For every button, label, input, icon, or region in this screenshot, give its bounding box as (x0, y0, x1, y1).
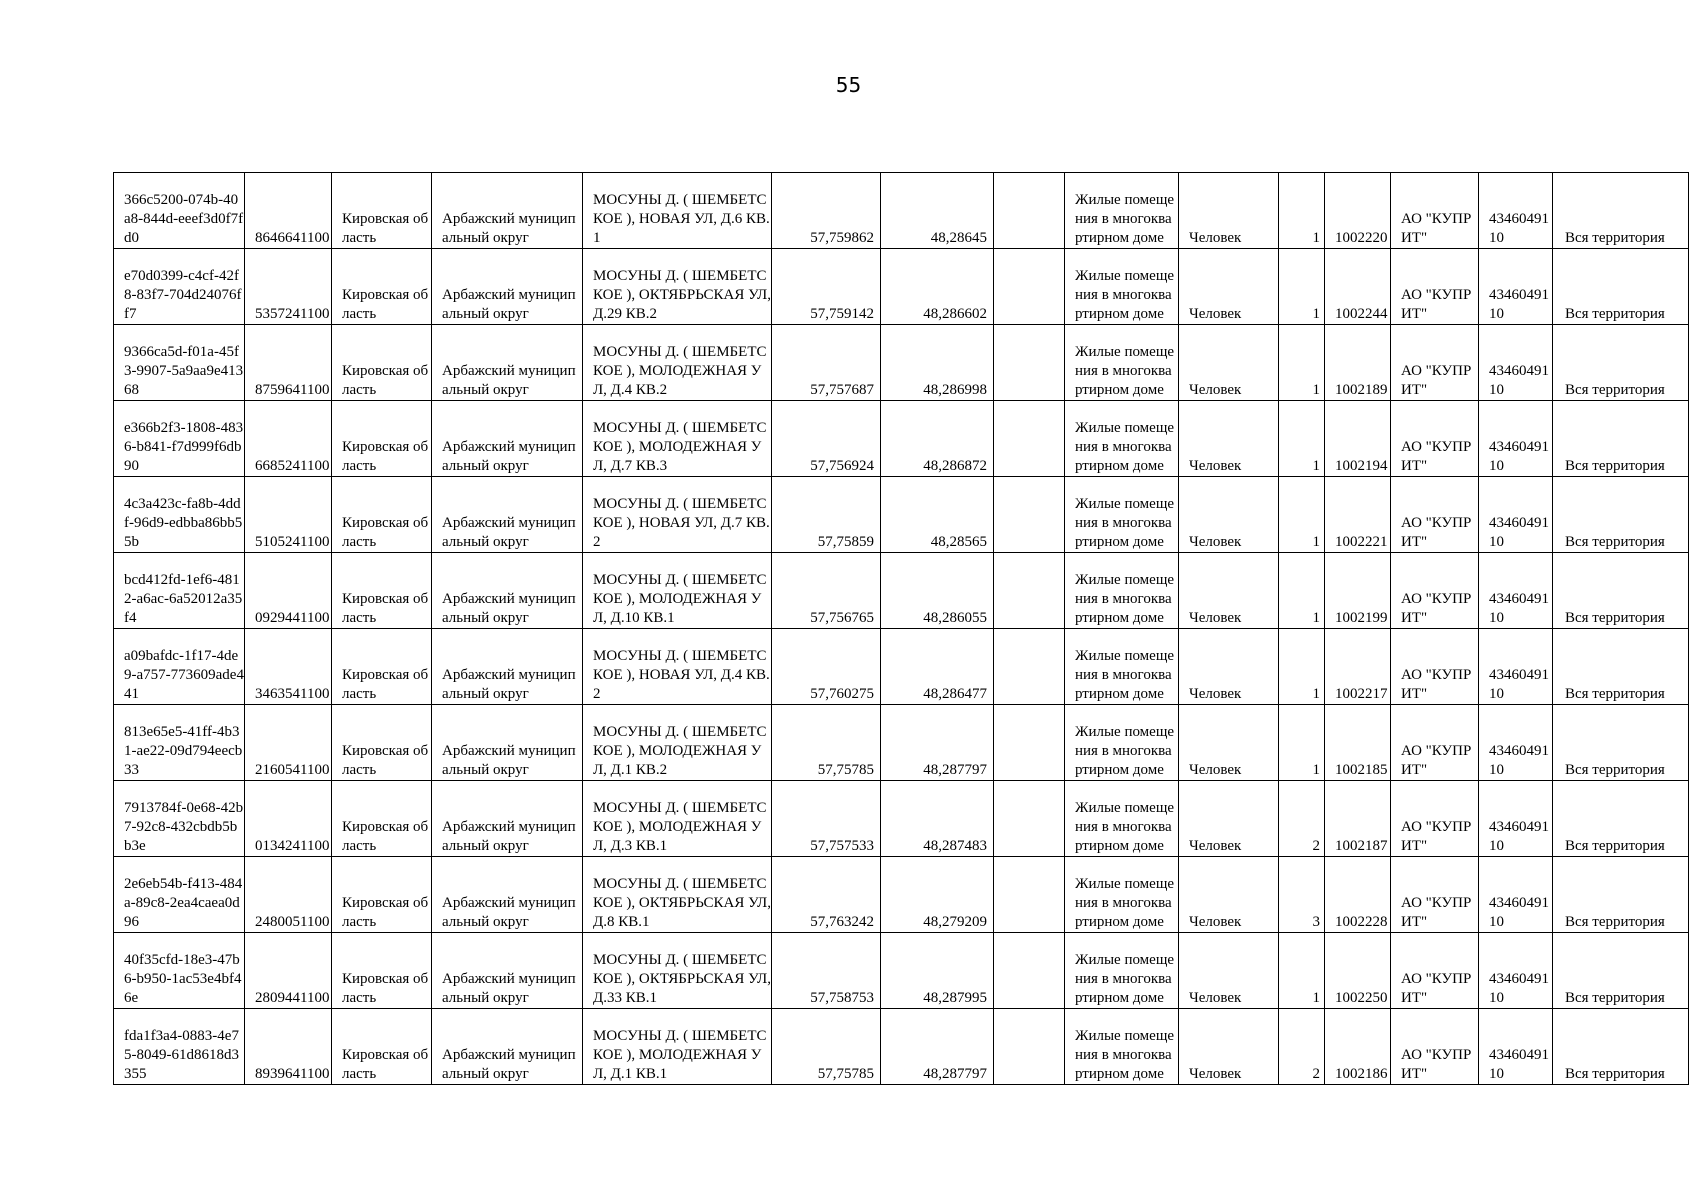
empty-cell (994, 705, 1065, 781)
quantity-cell: 1 (1279, 173, 1325, 249)
empty-cell (994, 477, 1065, 553)
district-cell: Арбажский муниципальный округ (432, 477, 583, 553)
empty-cell (994, 401, 1065, 477)
code-cell: 2480051100 (245, 857, 332, 933)
longitude-cell: 48,287797 (881, 705, 994, 781)
premises-type-cell: Жилые помещения в многоквартирном доме (1065, 173, 1179, 249)
territory-cell: Вся территория (1553, 173, 1689, 249)
address-cell: МОСУНЫ Д. ( ШЕМБЕТСКОЕ ), ОКТЯБРЬСКАЯ УЛ, Д.8 КВ.1 (583, 857, 772, 933)
inn-cell: 4346049110 (1479, 857, 1553, 933)
district-cell: Арбажский муниципальный округ (432, 553, 583, 629)
number-cell: 1002220 (1325, 173, 1391, 249)
organization-cell: АО "КУПРИТ" (1391, 629, 1479, 705)
number-cell: 1002217 (1325, 629, 1391, 705)
empty-cell (994, 857, 1065, 933)
region-cell: Кировская область (332, 857, 432, 933)
empty-cell (994, 781, 1065, 857)
table-row (114, 401, 1689, 477)
quantity-cell: 1 (1279, 553, 1325, 629)
page-number: 55 (835, 73, 862, 97)
organization-cell: АО "КУПРИТ" (1391, 553, 1479, 629)
region-cell: Кировская область (332, 705, 432, 781)
number-cell: 1002186 (1325, 1009, 1391, 1085)
address-cell: МОСУНЫ Д. ( ШЕМБЕТСКОЕ ), МОЛОДЕЖНАЯ УЛ, Д.1 КВ.1 (583, 1009, 772, 1085)
region-cell: Кировская область (332, 933, 432, 1009)
code-cell: 2809441100 (245, 933, 332, 1009)
district-cell: Арбажский муниципальный округ (432, 705, 583, 781)
inn-cell: 4346049110 (1479, 1009, 1553, 1085)
latitude-cell: 57,75859 (772, 477, 881, 553)
inn-cell: 4346049110 (1479, 249, 1553, 325)
code-cell: 2160541100 (245, 705, 332, 781)
longitude-cell: 48,28565 (881, 477, 994, 553)
organization-cell: АО "КУПРИТ" (1391, 477, 1479, 553)
latitude-cell: 57,758753 (772, 933, 881, 1009)
unit-cell: Человек (1179, 249, 1279, 325)
number-cell: 1002194 (1325, 401, 1391, 477)
organization-cell: АО "КУПРИТ" (1391, 1009, 1479, 1085)
territory-cell: Вся территория (1553, 1009, 1689, 1085)
address-cell: МОСУНЫ Д. ( ШЕМБЕТСКОЕ ), МОЛОДЕЖНАЯ УЛ, Д.3 КВ.1 (583, 781, 772, 857)
region-cell: Кировская область (332, 1009, 432, 1085)
premises-type-cell: Жилые помещения в многоквартирном доме (1065, 249, 1179, 325)
quantity-cell: 1 (1279, 629, 1325, 705)
organization-cell: АО "КУПРИТ" (1391, 781, 1479, 857)
unit-cell: Человек (1179, 933, 1279, 1009)
longitude-cell: 48,287483 (881, 781, 994, 857)
longitude-cell: 48,286872 (881, 401, 994, 477)
table-row (114, 1009, 1689, 1085)
premises-type-cell: Жилые помещения в многоквартирном доме (1065, 857, 1179, 933)
unit-cell: Человек (1179, 173, 1279, 249)
object-id-cell: bcd412fd-1ef6-4812-a6ac-6a52012a35f4 (114, 553, 245, 629)
quantity-cell: 1 (1279, 705, 1325, 781)
organization-cell: АО "КУПРИТ" (1391, 325, 1479, 401)
object-id-cell: 4c3a423c-fa8b-4ddf-96d9-edbba86bb55b (114, 477, 245, 553)
territory-cell: Вся территория (1553, 705, 1689, 781)
territory-cell: Вся территория (1553, 325, 1689, 401)
latitude-cell: 57,75785 (772, 705, 881, 781)
address-cell: МОСУНЫ Д. ( ШЕМБЕТСКОЕ ), НОВАЯ УЛ, Д.7 КВ.2 (583, 477, 772, 553)
number-cell: 1002189 (1325, 325, 1391, 401)
object-id-cell: 40f35cfd-18e3-47b6-b950-1ac53e4bf46e (114, 933, 245, 1009)
organization-cell: АО "КУПРИТ" (1391, 857, 1479, 933)
district-cell: Арбажский муниципальный округ (432, 401, 583, 477)
latitude-cell: 57,75785 (772, 1009, 881, 1085)
table-row (114, 781, 1689, 857)
code-cell: 8646641100 (245, 173, 332, 249)
unit-cell: Человек (1179, 401, 1279, 477)
premises-type-cell: Жилые помещения в многоквартирном доме (1065, 629, 1179, 705)
table-row (114, 857, 1689, 933)
table-body (114, 173, 1689, 1085)
quantity-cell: 1 (1279, 933, 1325, 1009)
territory-cell: Вся территория (1553, 933, 1689, 1009)
latitude-cell: 57,760275 (772, 629, 881, 705)
region-cell: Кировская область (332, 173, 432, 249)
longitude-cell: 48,287995 (881, 933, 994, 1009)
table-row (114, 477, 1689, 553)
object-id-cell: fda1f3a4-0883-4e75-8049-61d8618d3355 (114, 1009, 245, 1085)
quantity-cell: 3 (1279, 857, 1325, 933)
longitude-cell: 48,286602 (881, 249, 994, 325)
empty-cell (994, 933, 1065, 1009)
code-cell: 3463541100 (245, 629, 332, 705)
table-row (114, 173, 1689, 249)
district-cell: Арбажский муниципальный округ (432, 933, 583, 1009)
unit-cell: Человек (1179, 325, 1279, 401)
quantity-cell: 1 (1279, 325, 1325, 401)
inn-cell: 4346049110 (1479, 401, 1553, 477)
table-row (114, 705, 1689, 781)
district-cell: Арбажский муниципальный округ (432, 1009, 583, 1085)
address-cell: МОСУНЫ Д. ( ШЕМБЕТСКОЕ ), ОКТЯБРЬСКАЯ УЛ, Д.29 КВ.2 (583, 249, 772, 325)
latitude-cell: 57,759142 (772, 249, 881, 325)
inn-cell: 4346049110 (1479, 173, 1553, 249)
quantity-cell: 2 (1279, 1009, 1325, 1085)
latitude-cell: 57,756765 (772, 553, 881, 629)
organization-cell: АО "КУПРИТ" (1391, 933, 1479, 1009)
empty-cell (994, 173, 1065, 249)
quantity-cell: 1 (1279, 477, 1325, 553)
longitude-cell: 48,28645 (881, 173, 994, 249)
unit-cell: Человек (1179, 1009, 1279, 1085)
region-cell: Кировская область (332, 781, 432, 857)
object-id-cell: 366c5200-074b-40a8-844d-eeef3d0f7fd0 (114, 173, 245, 249)
inn-cell: 4346049110 (1479, 933, 1553, 1009)
inn-cell: 4346049110 (1479, 705, 1553, 781)
premises-type-cell: Жилые помещения в многоквартирном доме (1065, 781, 1179, 857)
number-cell: 1002244 (1325, 249, 1391, 325)
unit-cell: Человек (1179, 781, 1279, 857)
premises-type-cell: Жилые помещения в многоквартирном доме (1065, 933, 1179, 1009)
quantity-cell: 1 (1279, 401, 1325, 477)
district-cell: Арбажский муниципальный округ (432, 249, 583, 325)
premises-type-cell: Жилые помещения в многоквартирном доме (1065, 477, 1179, 553)
address-cell: МОСУНЫ Д. ( ШЕМБЕТСКОЕ ), НОВАЯ УЛ, Д.6 КВ.1 (583, 173, 772, 249)
registry-table (113, 172, 1689, 1085)
territory-cell: Вся территория (1553, 249, 1689, 325)
code-cell: 8759641100 (245, 325, 332, 401)
object-id-cell: e70d0399-c4cf-42f8-83f7-704d24076ff7 (114, 249, 245, 325)
unit-cell: Человек (1179, 857, 1279, 933)
address-cell: МОСУНЫ Д. ( ШЕМБЕТСКОЕ ), МОЛОДЕЖНАЯ УЛ, Д.10 КВ.1 (583, 553, 772, 629)
code-cell: 5105241100 (245, 477, 332, 553)
code-cell: 8939641100 (245, 1009, 332, 1085)
number-cell: 1002199 (1325, 553, 1391, 629)
unit-cell: Человек (1179, 553, 1279, 629)
table-row (114, 553, 1689, 629)
code-cell: 5357241100 (245, 249, 332, 325)
unit-cell: Человек (1179, 705, 1279, 781)
region-cell: Кировская область (332, 477, 432, 553)
address-cell: МОСУНЫ Д. ( ШЕМБЕТСКОЕ ), НОВАЯ УЛ, Д.4 КВ.2 (583, 629, 772, 705)
table-row (114, 249, 1689, 325)
code-cell: 6685241100 (245, 401, 332, 477)
territory-cell: Вся территория (1553, 629, 1689, 705)
organization-cell: АО "КУПРИТ" (1391, 249, 1479, 325)
district-cell: Арбажский муниципальный округ (432, 173, 583, 249)
table-row (114, 933, 1689, 1009)
unit-cell: Человек (1179, 477, 1279, 553)
district-cell: Арбажский муниципальный округ (432, 781, 583, 857)
longitude-cell: 48,279209 (881, 857, 994, 933)
number-cell: 1002187 (1325, 781, 1391, 857)
longitude-cell: 48,286998 (881, 325, 994, 401)
code-cell: 0929441100 (245, 553, 332, 629)
region-cell: Кировская область (332, 249, 432, 325)
latitude-cell: 57,757533 (772, 781, 881, 857)
latitude-cell: 57,763242 (772, 857, 881, 933)
address-cell: МОСУНЫ Д. ( ШЕМБЕТСКОЕ ), МОЛОДЕЖНАЯ УЛ, Д.4 КВ.2 (583, 325, 772, 401)
organization-cell: АО "КУПРИТ" (1391, 173, 1479, 249)
premises-type-cell: Жилые помещения в многоквартирном доме (1065, 1009, 1179, 1085)
premises-type-cell: Жилые помещения в многоквартирном доме (1065, 325, 1179, 401)
number-cell: 1002250 (1325, 933, 1391, 1009)
organization-cell: АО "КУПРИТ" (1391, 705, 1479, 781)
latitude-cell: 57,756924 (772, 401, 881, 477)
premises-type-cell: Жилые помещения в многоквартирном доме (1065, 705, 1179, 781)
territory-cell: Вся территория (1553, 857, 1689, 933)
empty-cell (994, 553, 1065, 629)
premises-type-cell: Жилые помещения в многоквартирном доме (1065, 553, 1179, 629)
empty-cell (994, 249, 1065, 325)
inn-cell: 4346049110 (1479, 325, 1553, 401)
territory-cell: Вся территория (1553, 477, 1689, 553)
object-id-cell: 813e65e5-41ff-4b31-ae22-09d794eecb33 (114, 705, 245, 781)
premises-type-cell: Жилые помещения в многоквартирном доме (1065, 401, 1179, 477)
empty-cell (994, 325, 1065, 401)
district-cell: Арбажский муниципальный округ (432, 629, 583, 705)
number-cell: 1002228 (1325, 857, 1391, 933)
number-cell: 1002185 (1325, 705, 1391, 781)
inn-cell: 4346049110 (1479, 553, 1553, 629)
district-cell: Арбажский муниципальный округ (432, 325, 583, 401)
object-id-cell: e366b2f3-1808-4836-b841-f7d999f6db90 (114, 401, 245, 477)
longitude-cell: 48,287797 (881, 1009, 994, 1085)
longitude-cell: 48,286055 (881, 553, 994, 629)
organization-cell: АО "КУПРИТ" (1391, 401, 1479, 477)
territory-cell: Вся территория (1553, 401, 1689, 477)
region-cell: Кировская область (332, 553, 432, 629)
territory-cell: Вся территория (1553, 553, 1689, 629)
unit-cell: Человек (1179, 629, 1279, 705)
inn-cell: 4346049110 (1479, 477, 1553, 553)
code-cell: 0134241100 (245, 781, 332, 857)
inn-cell: 4346049110 (1479, 781, 1553, 857)
latitude-cell: 57,759862 (772, 173, 881, 249)
inn-cell: 4346049110 (1479, 629, 1553, 705)
latitude-cell: 57,757687 (772, 325, 881, 401)
address-cell: МОСУНЫ Д. ( ШЕМБЕТСКОЕ ), МОЛОДЕЖНАЯ УЛ, Д.7 КВ.3 (583, 401, 772, 477)
district-cell: Арбажский муниципальный округ (432, 857, 583, 933)
empty-cell (994, 1009, 1065, 1085)
region-cell: Кировская область (332, 401, 432, 477)
quantity-cell: 2 (1279, 781, 1325, 857)
empty-cell (994, 629, 1065, 705)
address-cell: МОСУНЫ Д. ( ШЕМБЕТСКОЕ ), ОКТЯБРЬСКАЯ УЛ, Д.33 КВ.1 (583, 933, 772, 1009)
quantity-cell: 1 (1279, 249, 1325, 325)
region-cell: Кировская область (332, 325, 432, 401)
object-id-cell: 2e6eb54b-f413-484a-89c8-2ea4caea0d96 (114, 857, 245, 933)
object-id-cell: a09bafdc-1f17-4de9-a757-773609ade441 (114, 629, 245, 705)
number-cell: 1002221 (1325, 477, 1391, 553)
region-cell: Кировская область (332, 629, 432, 705)
territory-cell: Вся территория (1553, 781, 1689, 857)
object-id-cell: 7913784f-0e68-42b7-92c8-432cbdb5bb3e (114, 781, 245, 857)
address-cell: МОСУНЫ Д. ( ШЕМБЕТСКОЕ ), МОЛОДЕЖНАЯ УЛ, Д.1 КВ.2 (583, 705, 772, 781)
table-row (114, 629, 1689, 705)
table-row (114, 325, 1689, 401)
object-id-cell: 9366ca5d-f01a-45f3-9907-5a9aa9e41368 (114, 325, 245, 401)
longitude-cell: 48,286477 (881, 629, 994, 705)
